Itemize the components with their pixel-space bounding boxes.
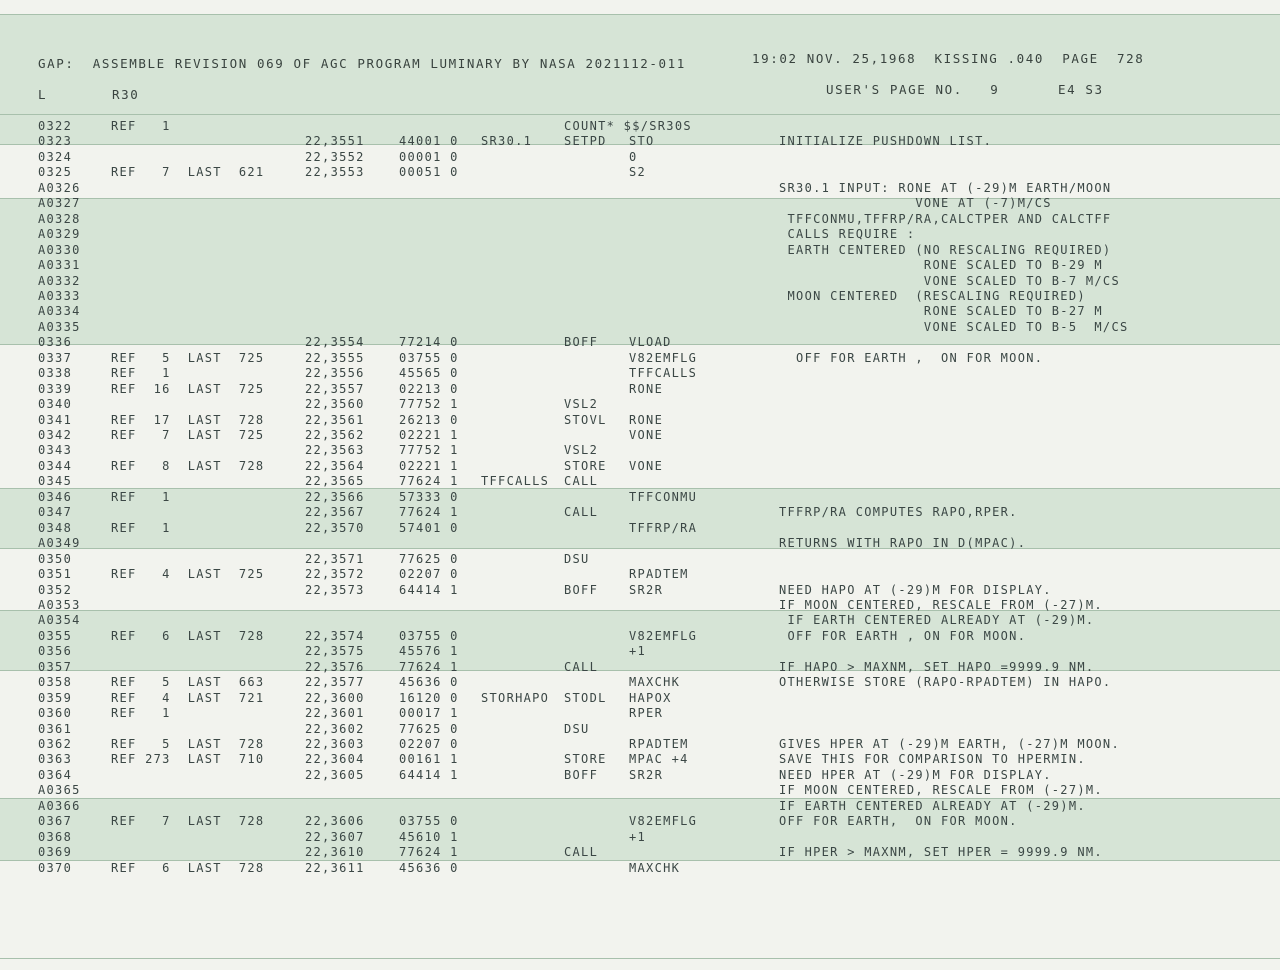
paper-rule	[0, 548, 1280, 549]
comment: NEED HPER AT (-29)M FOR DISPLAY.	[779, 767, 1052, 782]
line-number: 0343	[38, 443, 73, 458]
octal-word: 77214 0	[399, 335, 459, 350]
ref-info: REF 273 LAST 710	[111, 752, 265, 767]
line-number: A0326	[38, 180, 81, 195]
octal-word: 02221 1	[399, 428, 459, 442]
comment: INITIALIZE PUSHDOWN LIST.	[779, 134, 993, 149]
ref-info: REF 7 LAST 725	[111, 428, 265, 442]
operand: RPADTEM	[629, 737, 689, 751]
header-routine: R30	[112, 87, 140, 102]
address: 22,3605	[305, 767, 365, 782]
line-number: 0357	[38, 659, 73, 674]
line-number: 0356	[38, 644, 73, 659]
operand: VONE	[629, 458, 664, 473]
ref-info: REF 5 LAST 728	[111, 737, 265, 751]
line-number: A0349	[38, 536, 81, 551]
comment: IF MOON CENTERED, RESCALE FROM (-27)M.	[779, 597, 1103, 612]
line-number: 0346	[38, 489, 73, 504]
address: 22,3553	[305, 165, 365, 180]
listing-header-left: GAP: ASSEMBLE REVISION 069 OF AGC PROGRAM LUMINARY BY NASA 2021112-011	[38, 56, 686, 71]
address: 22,3574	[305, 628, 365, 643]
ref-info: REF 1	[111, 520, 171, 535]
octal-word: 57333 0	[399, 489, 459, 504]
octal-word: 77624 1	[399, 505, 459, 520]
opcode: BOFF	[564, 582, 599, 597]
address: 22,3604	[305, 752, 365, 767]
listing-header-right: 19:02 NOV. 25,1968 KISSING .040 PAGE 728	[752, 51, 1145, 66]
line-number: 0364	[38, 767, 73, 782]
opcode: DSU	[564, 551, 590, 566]
opcode: CALL	[564, 845, 599, 860]
comment: NEED HAPO AT (-29)M FOR DISPLAY.	[779, 582, 1052, 597]
ref-info: REF 7 LAST 621	[111, 165, 265, 180]
ref-info: REF 17 LAST 728	[111, 412, 265, 427]
comment: IF MOON CENTERED, RESCALE FROM (-27)M.	[779, 783, 1103, 798]
paper-rule	[0, 198, 1280, 199]
line-number: A0333	[38, 288, 81, 303]
line-number: 0359	[38, 690, 73, 705]
operand: STO	[629, 134, 655, 149]
operand: HAPOX	[629, 690, 672, 705]
comment: VONE SCALED TO B-5 M/CS	[779, 319, 1129, 334]
line-number: 0360	[38, 706, 73, 721]
comment: EARTH CENTERED (NO RESCALING REQUIRED)	[779, 242, 1112, 257]
paper-rule	[0, 958, 1280, 959]
octal-word: 02207 0	[399, 737, 459, 751]
opcode: BOFF	[564, 335, 599, 350]
ref-info: REF 1	[111, 489, 171, 504]
operand: MAXCHK	[629, 675, 681, 690]
line-number: 0367	[38, 814, 73, 829]
line-number: 0337	[38, 350, 73, 365]
line-number: 0341	[38, 412, 73, 427]
line-number: A0331	[38, 258, 81, 273]
octal-word: 57401 0	[399, 520, 459, 535]
opcode: VSL2	[564, 443, 599, 458]
address: 22,3566	[305, 489, 365, 504]
address: 22,3557	[305, 381, 365, 396]
line-number: 0345	[38, 474, 73, 489]
ref-info: REF 1	[111, 366, 171, 381]
line-number: A0327	[38, 196, 81, 211]
line-number: A0332	[38, 273, 81, 288]
line-number: A0335	[38, 319, 81, 334]
line-number: 0350	[38, 551, 73, 566]
operand: MPAC +4	[629, 752, 689, 767]
address: 22,3565	[305, 474, 365, 489]
ref-info: REF 5 LAST 663	[111, 675, 265, 690]
line-number: 0340	[38, 397, 73, 412]
ref-info: REF 4 LAST 721	[111, 690, 265, 705]
octal-word: 00051 0	[399, 165, 459, 180]
operand: SR2R	[629, 582, 664, 597]
octal-word: 03755 0	[399, 350, 459, 365]
line-number: A0328	[38, 211, 81, 226]
octal-word: 77624 1	[399, 845, 459, 860]
line-number: 0351	[38, 567, 73, 582]
octal-word: 45565 0	[399, 366, 459, 381]
operand: S2	[629, 165, 647, 180]
operand: V82EMFLG	[629, 814, 698, 829]
octal-word: 00017 1	[399, 706, 459, 721]
octal-word: 03755 0	[399, 628, 459, 643]
operand: RONE	[629, 412, 664, 427]
octal-word: 45576 1	[399, 644, 459, 659]
address: 22,3554	[305, 335, 365, 350]
address: 22,3610	[305, 845, 365, 860]
octal-word: 00001 0	[399, 149, 459, 164]
address: 22,3551	[305, 134, 365, 149]
line-number: 0347	[38, 505, 73, 520]
operand: V82EMFLG	[629, 628, 698, 643]
address: 22,3603	[305, 737, 365, 751]
octal-word: 77624 1	[399, 659, 459, 674]
line-number: 0336	[38, 335, 73, 350]
line-number: A0353	[38, 597, 81, 612]
line-number: 0323	[38, 134, 73, 149]
address: 22,3600	[305, 690, 365, 705]
address: 22,3552	[305, 149, 365, 164]
comment: VONE AT (-7)M/CS	[779, 196, 1052, 211]
operand: 0	[629, 149, 638, 164]
address: 22,3577	[305, 675, 365, 690]
operand: +1	[629, 644, 647, 659]
octal-word: 02213 0	[399, 381, 459, 396]
paper-rule	[0, 798, 1280, 799]
line-number: 0324	[38, 149, 73, 164]
ref-info: REF 7 LAST 728	[111, 814, 265, 829]
line-number: A0334	[38, 304, 81, 319]
comment: MOON CENTERED (RESCALING REQUIRED)	[779, 288, 1086, 303]
comment: IF EARTH CENTERED ALREADY AT (-29)M.	[779, 798, 1086, 813]
opcode: BOFF	[564, 767, 599, 782]
address: 22,3560	[305, 397, 365, 412]
octal-word: 45610 1	[399, 829, 459, 844]
line-number: A0330	[38, 242, 81, 257]
line-number: 0344	[38, 458, 73, 473]
label: TFFCALLS	[481, 474, 550, 489]
comment: SR30.1 INPUT: RONE AT (-29)M EARTH/MOON	[779, 180, 1112, 195]
address: 22,3573	[305, 582, 365, 597]
octal-word: 77624 1	[399, 474, 459, 489]
operand: TFFCONMU	[629, 489, 698, 504]
operand: TFFCALLS	[629, 366, 698, 381]
address: 22,3561	[305, 412, 365, 427]
line-number: 0355	[38, 628, 73, 643]
address: 22,3575	[305, 644, 365, 659]
opcode: CALL	[564, 474, 599, 489]
operand: TFFRP/RA	[629, 520, 698, 535]
comment: RONE SCALED TO B-29 M	[779, 258, 1103, 273]
operand: +1	[629, 829, 647, 844]
octal-word: 45636 0	[399, 675, 459, 690]
comment: VONE SCALED TO B-7 M/CS	[779, 273, 1120, 288]
line-number: 0325	[38, 165, 73, 180]
opcode: CALL	[564, 659, 599, 674]
ref-info: REF 5 LAST 725	[111, 350, 265, 365]
address: 22,3556	[305, 366, 365, 381]
operand: VLOAD	[629, 335, 672, 350]
line-number: 0339	[38, 381, 73, 396]
users-page-label: USER'S PAGE NO. 9	[826, 82, 1000, 97]
line-number: 0370	[38, 860, 73, 875]
address: 22,3563	[305, 443, 365, 458]
opcode: COUNT* $$/SR30S	[564, 119, 692, 133]
line-number: 0368	[38, 829, 73, 844]
address: 22,3572	[305, 567, 365, 582]
line-number: A0329	[38, 227, 81, 242]
octal-word: 77752 1	[399, 443, 459, 458]
line-number: 0352	[38, 582, 73, 597]
octal-word: 77625 0	[399, 721, 459, 736]
operand: RONE	[629, 381, 664, 396]
octal-word: 77752 1	[399, 397, 459, 412]
octal-word: 02221 1	[399, 458, 459, 473]
operand: RPER	[629, 706, 664, 721]
opcode: STOVL	[564, 412, 607, 427]
octal-word: 64414 1	[399, 582, 459, 597]
operand: MAXCHK	[629, 860, 681, 875]
opcode: SETPD	[564, 134, 607, 149]
operand: SR2R	[629, 767, 664, 782]
address: 22,3570	[305, 520, 365, 535]
line-number: A0366	[38, 798, 81, 813]
line-number: 0363	[38, 752, 73, 767]
opcode: STORE	[564, 458, 607, 473]
paper-band	[0, 860, 1280, 970]
address: 22,3606	[305, 814, 365, 829]
opcode: DSU	[564, 721, 590, 736]
ref-info: REF 6 LAST 728	[111, 860, 265, 875]
octal-word: 00161 1	[399, 752, 459, 767]
comment: OFF FOR EARTH, ON FOR MOON.	[779, 814, 1018, 829]
comment: GIVES HPER AT (-29)M EARTH, (-27)M MOON.	[779, 737, 1120, 751]
address: 22,3607	[305, 829, 365, 844]
address: 22,3576	[305, 659, 365, 674]
address: 22,3564	[305, 458, 365, 473]
ref-info: REF 16 LAST 725	[111, 381, 265, 396]
octal-word: 45636 0	[399, 860, 459, 875]
comment: CALLS REQUIRE :	[779, 227, 916, 242]
line-number: 0362	[38, 737, 73, 751]
comment: OTHERWISE STORE (RAPO-RPADTEM) IN HAPO.	[779, 675, 1112, 690]
ref-info: REF 6 LAST 728	[111, 628, 265, 643]
address: 22,3567	[305, 505, 365, 520]
comment: RONE SCALED TO B-27 M	[779, 304, 1103, 319]
line-number: 0348	[38, 520, 73, 535]
octal-word: 16120 0	[399, 690, 459, 705]
comment: IF HPER > MAXNM, SET HPER = 9999.9 NM.	[779, 845, 1103, 860]
ref-info: REF 1	[111, 119, 171, 133]
paper-rule	[0, 14, 1280, 15]
line-number: 0322	[38, 119, 73, 133]
comment: IF HAPO > MAXNM, SET HAPO =9999.9 NM.	[779, 659, 1095, 674]
ref-info: REF 8 LAST 728	[111, 458, 265, 473]
ref-info: REF 4 LAST 725	[111, 567, 265, 582]
ref-info: REF 1	[111, 706, 171, 721]
comment: TFFCONMU,TFFRP/RA,CALCTPER AND CALCTFF	[779, 211, 1112, 226]
address: 22,3611	[305, 860, 365, 875]
comment: OFF FOR EARTH , ON FOR MOON.	[779, 628, 1027, 643]
label: SR30.1	[481, 134, 533, 149]
line-number: 0369	[38, 845, 73, 860]
comment: IF EARTH CENTERED ALREADY AT (-29)M.	[779, 613, 1095, 628]
octal-word: 77625 0	[399, 551, 459, 566]
page-code: E4 S3	[1058, 82, 1104, 97]
address: 22,3571	[305, 551, 365, 566]
line-number: A0365	[38, 783, 81, 798]
octal-word: 03755 0	[399, 814, 459, 829]
header-column-l: L	[38, 87, 48, 102]
opcode: CALL	[564, 505, 599, 520]
address: 22,3562	[305, 428, 365, 442]
line-number: 0342	[38, 428, 73, 442]
operand: RPADTEM	[629, 567, 689, 582]
address: 22,3602	[305, 721, 365, 736]
octal-word: 44001 0	[399, 134, 459, 149]
address: 22,3555	[305, 350, 365, 365]
octal-word: 64414 1	[399, 767, 459, 782]
comment: OFF FOR EARTH , ON FOR MOON.	[779, 350, 1044, 365]
paper-rule	[0, 114, 1280, 115]
line-number: 0361	[38, 721, 73, 736]
operand: VONE	[629, 428, 664, 442]
paper-band	[0, 0, 1280, 14]
opcode: STODL	[564, 690, 607, 705]
comment: TFFRP/RA COMPUTES RAPO,RPER.	[779, 505, 1018, 520]
line-number: A0354	[38, 613, 81, 628]
address: 22,3601	[305, 706, 365, 721]
octal-word: 02207 0	[399, 567, 459, 582]
comment: RETURNS WITH RAPO IN D(MPAC).	[779, 536, 1027, 551]
label: STORHAPO	[481, 690, 550, 705]
comment: SAVE THIS FOR COMPARISON TO HPERMIN.	[779, 752, 1086, 767]
operand: V82EMFLG	[629, 350, 698, 365]
octal-word: 26213 0	[399, 412, 459, 427]
opcode: VSL2	[564, 397, 599, 412]
opcode: STORE	[564, 752, 607, 767]
line-number: 0358	[38, 675, 73, 690]
line-number: 0338	[38, 366, 73, 381]
